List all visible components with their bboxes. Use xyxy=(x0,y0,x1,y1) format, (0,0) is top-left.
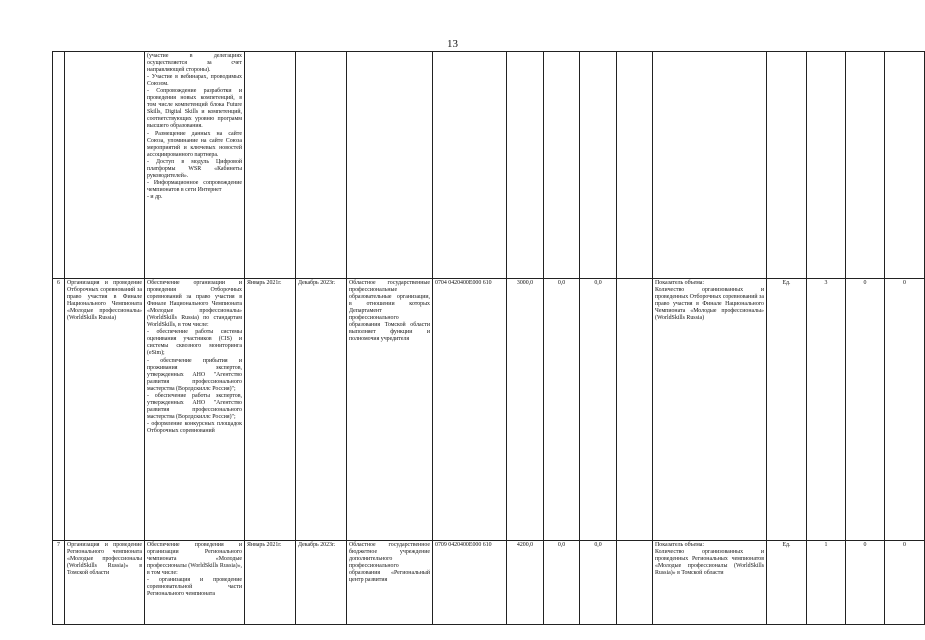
cell-name xyxy=(65,52,145,279)
cell-name: Организация и проведение Отборочных соревнований за право участия в Финале Национального Чемпионата «Молодые профессионалы» (WorldSkills Russia) xyxy=(65,279,145,541)
cell-activities: Обеспечение проведения и организации Регионального чемпионата «Молодые профессионалы (WorldSkills Russia)», в том числе: - организация и проведение соревновательной части Регионального чемпионата xyxy=(145,541,245,625)
cell-qty-3: 0 xyxy=(885,279,925,541)
cell-indicator: Показатель объема: Количество организованных и проведенных Отборочных соревнований за право участия в Финале Национального Чемпионата «Молодые профессионалы» (WorldSkills Russia) xyxy=(653,279,767,541)
cell-num xyxy=(53,52,65,279)
cell-executor: Областное государственные профессиональные образовательные организации, в отношении которых Департамент профессионального образования Томской области выполняет функции и полномочия учредителя xyxy=(347,279,433,541)
cell-end: Декабрь 2023г. xyxy=(296,541,347,625)
cell-value-2: 0,0 xyxy=(580,541,617,625)
cell-executor: Областное государственное бюджетное учреждение дополнительного профессионального образования «Региональный центр развития xyxy=(347,541,433,625)
cell-start: Январь 2021г. xyxy=(245,541,296,625)
table-row xyxy=(53,541,925,625)
cell-activities: (участие в делегациях осуществляется за счет направляющей стороны). - Участие в вебинарах, проводимых Союзом. - Сопровождение разработки и проведения новых компетенций, в том числе компетенций блока Future Skills, Digital Skills и компетенций, соответствующих уровню программ высшего образования. - Размещение данных на сайте Союза, упоминание на сайте Союза мероприятий и ключевых новостей ассоциированного партнера. - Доступ в модуль Цифровой платформы WSR «Кабинеты руководителей». - Информационное сопровождение чемпионатов в сети Интернет - и др. xyxy=(145,52,245,279)
cell-value-1: 0,0 xyxy=(544,279,580,541)
cell-indicator: Показатель объема: Количество организованных и проведенных Региональных чемпионатов «Молодые профессионалы (WorldSkills Russia)» в Томской области xyxy=(653,541,767,625)
cell-amount: 4200,0 xyxy=(507,541,544,625)
cell-qty-1: 1 xyxy=(807,541,846,625)
cell-activities: Обеспечение организации и проведения Отборочных соревнований за право участия в Финале Национального Чемпионата «Молодые профессионалы» (WorldSkills Russia) по стандартам WorldSkills, в том числе: - обеспечение работы системы оценивания участников (CIS) и системы сквозного мониторинга (eSim); - обеспечение прибытия и проживания экспертов, утвержденных АНО "Агентство развития профессионального мастерства (Ворлдскиллс Россия)"; - обеспечение работы экспертов, утвержденных АНО "Агентство развития профессионального мастерства (Ворлдскиллс Россия)"; - оформление конкурсных площадок Отборочных соревнований xyxy=(145,279,245,541)
cell-qty-2: 0 xyxy=(846,541,885,625)
cell-code: 0709 0420400Е000 610 xyxy=(433,541,507,625)
cell-qty-1: 3 xyxy=(807,279,846,541)
cell-value-2: 0,0 xyxy=(580,279,617,541)
cell-num: 6 xyxy=(53,279,65,541)
cell-start: Январь 2021г. xyxy=(245,279,296,541)
cell-qty-3: 0 xyxy=(885,541,925,625)
cell-unit: Ед. xyxy=(767,541,807,625)
cell-value-1: 0,0 xyxy=(544,541,580,625)
cell-num: 7 xyxy=(53,541,65,625)
table-row-continuation xyxy=(53,52,925,279)
cell-qty-2: 0 xyxy=(846,279,885,541)
page-number: 13 xyxy=(447,38,458,50)
cell-unit: Ед. xyxy=(767,279,807,541)
cell-amount: 3000,0 xyxy=(507,279,544,541)
cell-name: Организация и проведение Регионального чемпионата «Молодые профессионалы (WorldSkills Russia)» в Томской области xyxy=(65,541,145,625)
cell-end: Декабрь 2023г. xyxy=(296,279,347,541)
cell-code: 0704 0420400Е000 610 xyxy=(433,279,507,541)
table-row xyxy=(53,279,925,541)
program-table xyxy=(52,51,925,625)
